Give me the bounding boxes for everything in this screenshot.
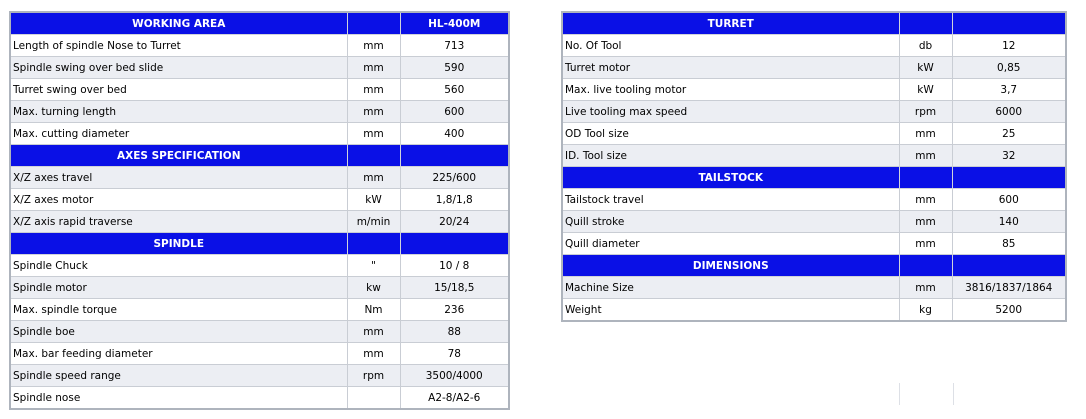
spec-unit: kW bbox=[347, 189, 400, 211]
spec-value: 15/18,5 bbox=[400, 277, 509, 299]
spec-row bbox=[10, 343, 509, 365]
section-title: DIMENSIONS bbox=[562, 255, 899, 277]
turret-spec-table bbox=[561, 11, 1067, 322]
spec-value: 5200 bbox=[952, 299, 1066, 322]
spec-label: Spindle motor bbox=[10, 277, 347, 299]
spec-unit: mm bbox=[899, 211, 952, 233]
section-title: TURRET bbox=[562, 12, 899, 35]
spec-value: 140 bbox=[952, 211, 1066, 233]
spec-row bbox=[562, 79, 1066, 101]
header-value-cell: HL-400M bbox=[400, 12, 509, 35]
spec-value: 78 bbox=[400, 343, 509, 365]
section-title: AXES SPECIFICATION bbox=[10, 145, 347, 167]
spec-value: 236 bbox=[400, 299, 509, 321]
spec-row bbox=[10, 387, 509, 410]
section-header-row bbox=[562, 255, 1066, 277]
spec-row bbox=[562, 233, 1066, 255]
header-unit-cell bbox=[347, 12, 400, 35]
section-header-row bbox=[562, 167, 1066, 189]
spec-value: 400 bbox=[400, 123, 509, 145]
spec-row bbox=[562, 123, 1066, 145]
spec-unit bbox=[347, 387, 400, 410]
spec-label: X/Z axes travel bbox=[10, 167, 347, 189]
spec-value: 3500/4000 bbox=[400, 365, 509, 387]
spec-row bbox=[10, 35, 509, 57]
spec-unit: mm bbox=[347, 343, 400, 365]
section-title: TAILSTOCK bbox=[562, 167, 899, 189]
spec-label: Turret motor bbox=[562, 57, 899, 79]
spec-unit: mm bbox=[899, 123, 952, 145]
spec-row bbox=[10, 255, 509, 277]
spec-label: Max. bar feeding diameter bbox=[10, 343, 347, 365]
faint-grid-line bbox=[953, 383, 954, 405]
spec-label: Spindle boe bbox=[10, 321, 347, 343]
spec-value: 85 bbox=[952, 233, 1066, 255]
spec-label: Spindle swing over bed slide bbox=[10, 57, 347, 79]
spec-row bbox=[562, 277, 1066, 299]
section-title: WORKING AREA bbox=[10, 12, 347, 35]
spec-unit: mm bbox=[899, 145, 952, 167]
header-unit-cell bbox=[899, 167, 952, 189]
spec-value: 713 bbox=[400, 35, 509, 57]
spec-row bbox=[10, 101, 509, 123]
spec-unit: rpm bbox=[347, 365, 400, 387]
spec-value: 225/600 bbox=[400, 167, 509, 189]
spec-value: 590 bbox=[400, 57, 509, 79]
spec-row bbox=[10, 299, 509, 321]
section-header-row bbox=[10, 145, 509, 167]
spec-value: 3816/1837/1864 bbox=[952, 277, 1066, 299]
spec-unit: mm bbox=[347, 57, 400, 79]
spec-row bbox=[562, 101, 1066, 123]
section-header-row bbox=[10, 12, 509, 35]
spec-unit: mm bbox=[347, 167, 400, 189]
spec-label: X/Z axes motor bbox=[10, 189, 347, 211]
spec-unit: mm bbox=[899, 277, 952, 299]
spec-unit: mm bbox=[347, 101, 400, 123]
spec-label: Spindle Chuck bbox=[10, 255, 347, 277]
spec-label: Spindle nose bbox=[10, 387, 347, 410]
spec-value: 1,8/1,8 bbox=[400, 189, 509, 211]
spec-value: 560 bbox=[400, 79, 509, 101]
spec-value: 25 bbox=[952, 123, 1066, 145]
spec-row bbox=[10, 167, 509, 189]
spec-row bbox=[10, 211, 509, 233]
spec-label: Machine Size bbox=[562, 277, 899, 299]
spec-unit: kw bbox=[347, 277, 400, 299]
spec-label: Live tooling max speed bbox=[562, 101, 899, 123]
header-unit-cell bbox=[899, 255, 952, 277]
spec-row bbox=[562, 189, 1066, 211]
spec-unit: Nm bbox=[347, 299, 400, 321]
header-unit-cell bbox=[347, 145, 400, 167]
header-value-cell bbox=[400, 233, 509, 255]
spec-label: Max. spindle torque bbox=[10, 299, 347, 321]
header-value-cell bbox=[952, 255, 1066, 277]
spec-row bbox=[562, 57, 1066, 79]
spec-label: Quill diameter bbox=[562, 233, 899, 255]
spec-label: Length of spindle Nose to Turret bbox=[10, 35, 347, 57]
spec-label: Max. turning length bbox=[10, 101, 347, 123]
spec-unit: kg bbox=[899, 299, 952, 322]
spec-row bbox=[10, 79, 509, 101]
header-unit-cell bbox=[347, 233, 400, 255]
spec-row bbox=[10, 365, 509, 387]
spec-unit: " bbox=[347, 255, 400, 277]
spec-label: Turret swing over bed bbox=[10, 79, 347, 101]
spec-value: 88 bbox=[400, 321, 509, 343]
spec-unit: mm bbox=[347, 79, 400, 101]
spec-label: Max. live tooling motor bbox=[562, 79, 899, 101]
spec-unit: mm bbox=[899, 189, 952, 211]
spec-label: ID. Tool size bbox=[562, 145, 899, 167]
section-header-row bbox=[562, 12, 1066, 35]
section-header-row bbox=[10, 233, 509, 255]
spec-label: Max. cutting diameter bbox=[10, 123, 347, 145]
spec-value: 10 / 8 bbox=[400, 255, 509, 277]
spec-unit: kW bbox=[899, 57, 952, 79]
spec-value: 3,7 bbox=[952, 79, 1066, 101]
spec-label: Tailstock travel bbox=[562, 189, 899, 211]
header-value-cell bbox=[952, 167, 1066, 189]
spec-row bbox=[10, 123, 509, 145]
spec-value: 6000 bbox=[952, 101, 1066, 123]
spec-unit: m/min bbox=[347, 211, 400, 233]
spec-value: 0,85 bbox=[952, 57, 1066, 79]
spec-row bbox=[10, 189, 509, 211]
spec-label: Quill stroke bbox=[562, 211, 899, 233]
header-value-cell bbox=[952, 12, 1066, 35]
spec-label: X/Z axis rapid traverse bbox=[10, 211, 347, 233]
faint-grid-line bbox=[899, 383, 900, 405]
spec-value: A2-8/A2-6 bbox=[400, 387, 509, 410]
spec-unit: kW bbox=[899, 79, 952, 101]
spec-unit: rpm bbox=[899, 101, 952, 123]
spec-unit: mm bbox=[347, 35, 400, 57]
spec-row bbox=[10, 277, 509, 299]
spec-row bbox=[562, 299, 1066, 322]
spec-unit: mm bbox=[347, 321, 400, 343]
header-value-cell bbox=[400, 145, 509, 167]
spec-value: 32 bbox=[952, 145, 1066, 167]
spec-label: No. Of Tool bbox=[562, 35, 899, 57]
spec-label: Weight bbox=[562, 299, 899, 322]
section-title: SPINDLE bbox=[10, 233, 347, 255]
spec-value: 20/24 bbox=[400, 211, 509, 233]
spec-unit: mm bbox=[347, 123, 400, 145]
spec-value: 600 bbox=[400, 101, 509, 123]
spec-row bbox=[562, 145, 1066, 167]
spec-unit: mm bbox=[899, 233, 952, 255]
spec-value: 600 bbox=[952, 189, 1066, 211]
spec-value: 12 bbox=[952, 35, 1066, 57]
spec-row bbox=[10, 321, 509, 343]
spec-row bbox=[10, 57, 509, 79]
spec-label: Spindle speed range bbox=[10, 365, 347, 387]
spec-row bbox=[562, 211, 1066, 233]
spec-unit: db bbox=[899, 35, 952, 57]
spec-label: OD Tool size bbox=[562, 123, 899, 145]
spec-row bbox=[562, 35, 1066, 57]
header-unit-cell bbox=[899, 12, 952, 35]
working-area-spec-table bbox=[9, 11, 510, 410]
